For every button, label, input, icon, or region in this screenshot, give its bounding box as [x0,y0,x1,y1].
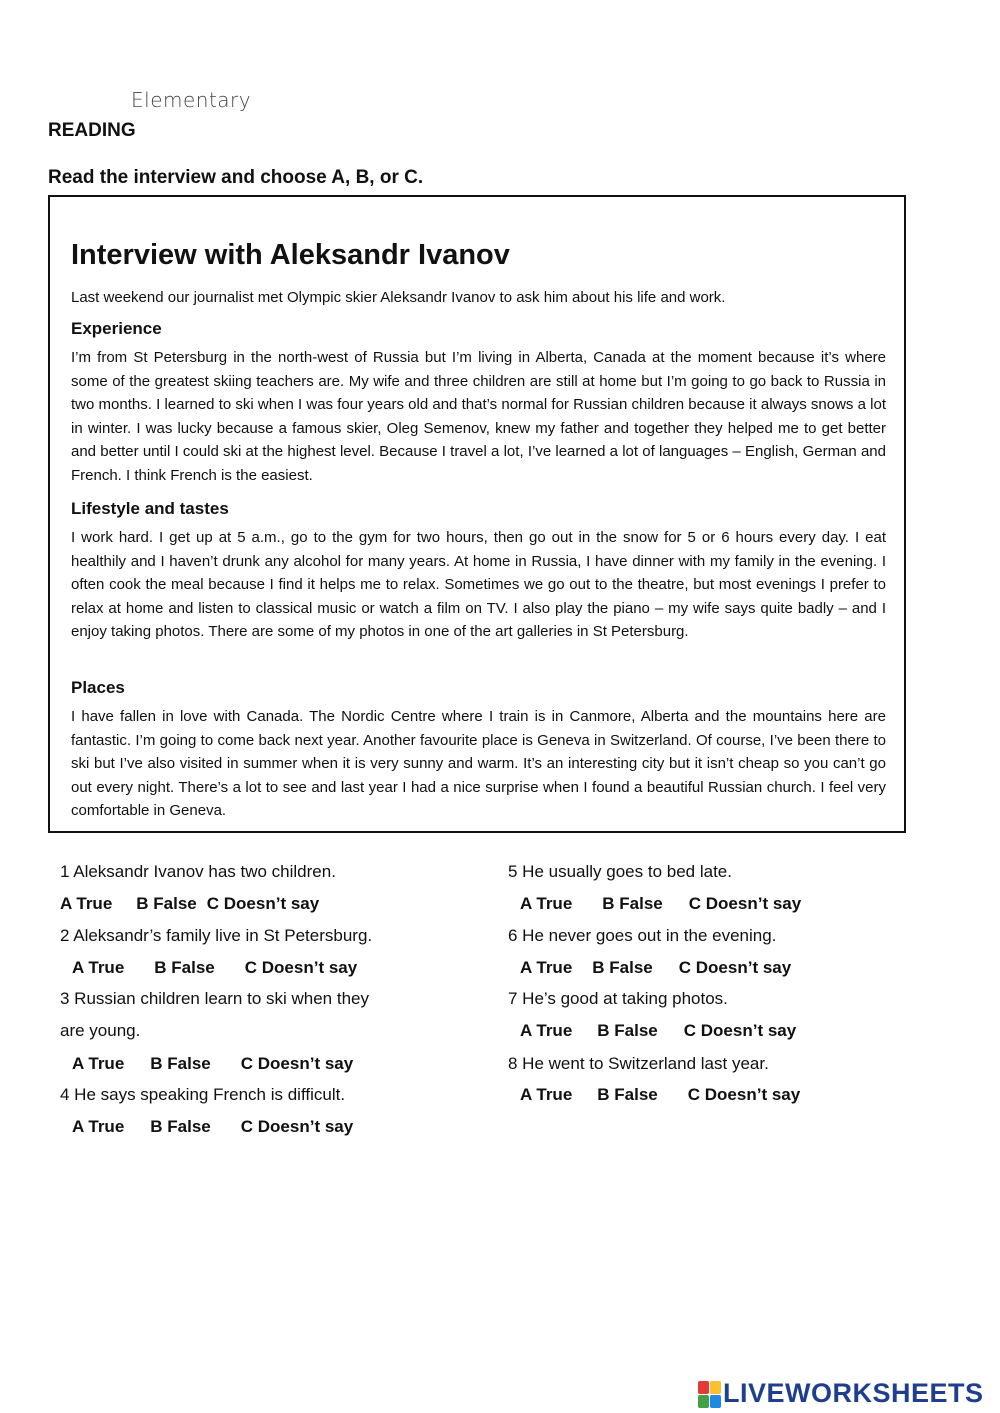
question-7: 7 He’s good at taking photos. [508,989,728,1008]
q2-option-c[interactable]: C Doesn’t say [244,958,358,977]
question-1-options [60,894,319,914]
q6-option-c[interactable]: C Doesn’t say [678,958,792,977]
section-heading-experience: Experience [71,319,162,338]
q4-option-c[interactable]: C Doesn’t say [240,1117,354,1136]
q6-option-b[interactable]: B False [592,958,653,977]
question-3-continued: are young. [60,1021,141,1040]
q2-option-b[interactable]: B False [154,958,215,977]
instruction-text: Read the interview and choose A, B, or C. [48,167,424,188]
liveworksheets-logo [698,1378,984,1409]
q6-option-a[interactable]: A True [520,958,573,977]
section-text-lifestyle: I work hard. I get up at 5 a.m., go to the gym for two hours, then go out in the snow for 5 or 6 hours every day. I eat healthily and I haven’t drunk any alcohol for many years. At home in Russia, I have dinner with my family in the evening. I often cook the meal because I find it helps me to relax. Sometimes we go out to the theatre, but most evenings I prefer to relax at home and listen to classical music or watch a film on TV. I also play the piano – my wife says quite badly – and I enjoy taking photos. There are some of my photos in one of the art galleries in St Petersburg. [71,529,886,640]
section-heading: READING [48,120,136,141]
question-3-options [72,1054,353,1074]
logo-mark-icon [698,1381,720,1407]
q4-option-a[interactable]: A True [72,1117,125,1136]
level-label: Elementary [131,88,252,112]
q1-option-b[interactable]: B False [136,894,197,913]
q3-option-a[interactable]: A True [72,1054,125,1073]
q5-option-c[interactable]: C Doesn’t say [688,894,802,913]
question-2-options [72,958,357,978]
question-5: 5 He usually goes to bed late. [508,862,732,881]
q8-option-b[interactable]: B False [597,1085,658,1104]
q1-option-a[interactable]: A True [60,894,113,913]
question-7-options [520,1021,796,1041]
q7-option-c[interactable]: C Doesn’t say [683,1021,797,1040]
q3-option-c[interactable]: C Doesn’t say [240,1054,354,1073]
question-2: 2 Aleksandr’s family live in St Petersburg. [60,926,373,945]
section-heading-lifestyle: Lifestyle and tastes [71,499,229,518]
q8-option-a[interactable]: A True [520,1085,573,1104]
question-8-options [520,1085,800,1105]
q1-option-c[interactable]: C Doesn’t say [206,894,320,913]
q5-option-b[interactable]: B False [602,894,663,913]
interview-box [48,195,906,833]
q7-option-b[interactable]: B False [597,1021,658,1040]
q7-option-a[interactable]: A True [520,1021,573,1040]
article-title: Interview with Aleksandr Ivanov [71,239,510,271]
question-5-options [520,894,801,914]
question-4-options [72,1117,353,1137]
question-8: 8 He went to Switzerland last year. [508,1054,769,1073]
logo-text: LIVEWORKSHEETS [723,1378,984,1408]
question-3: 3 Russian children learn to ski when they [60,989,369,1008]
q3-option-b[interactable]: B False [150,1054,211,1073]
q8-option-c[interactable]: C Doesn’t say [687,1085,801,1104]
q4-option-b[interactable]: B False [150,1117,211,1136]
article-intro: Last weekend our journalist met Olympic skier Aleksandr Ivanov to ask him about his life and work. [71,289,726,306]
question-1: 1 Aleksandr Ivanov has two children. [60,862,336,881]
section-text-experience: I’m from St Petersburg in the north-west of Russia but I’m living in Alberta, Canada at the moment because it’s where some of the greatest skiing teachers are. My wife and three children are still at home but I’m going to go back to Russia in two months. I learned to ski when I was four years old and that’s normal for Russian children because it always snows a lot in winter. I was lucky because a famous skier, Oleg Semenov, knew my father and together they helped me to get better and better until I could ski at the highest level. Because I travel a lot, I’ve learned a lot of languages – English, German and French. I think French is the easiest. [71,349,886,484]
question-6: 6 He never goes out in the evening. [508,926,777,945]
section-text-places: I have fallen in love with Canada. The Nordic Centre where I train is in Canmore, Alberta and the mountains here are fantastic. I’m going to come back next year. Another favourite place is Geneva in Switzerland. Of course, I’ve been there to ski but I’ve also visited in summer when it is very sunny and warm. It’s an interesting city but it isn’t cheap so you can’t go out every night. There’s a lot to see and last year I had a nice surprise when I found a beautiful Russian church. I feel very comfortable in Geneva. [71,708,886,819]
q5-option-a[interactable]: A True [520,894,573,913]
question-6-options [520,958,791,978]
q2-option-a[interactable]: A True [72,958,125,977]
question-4: 4 He says speaking French is difficult. [60,1085,346,1104]
section-heading-places: Places [71,678,125,697]
